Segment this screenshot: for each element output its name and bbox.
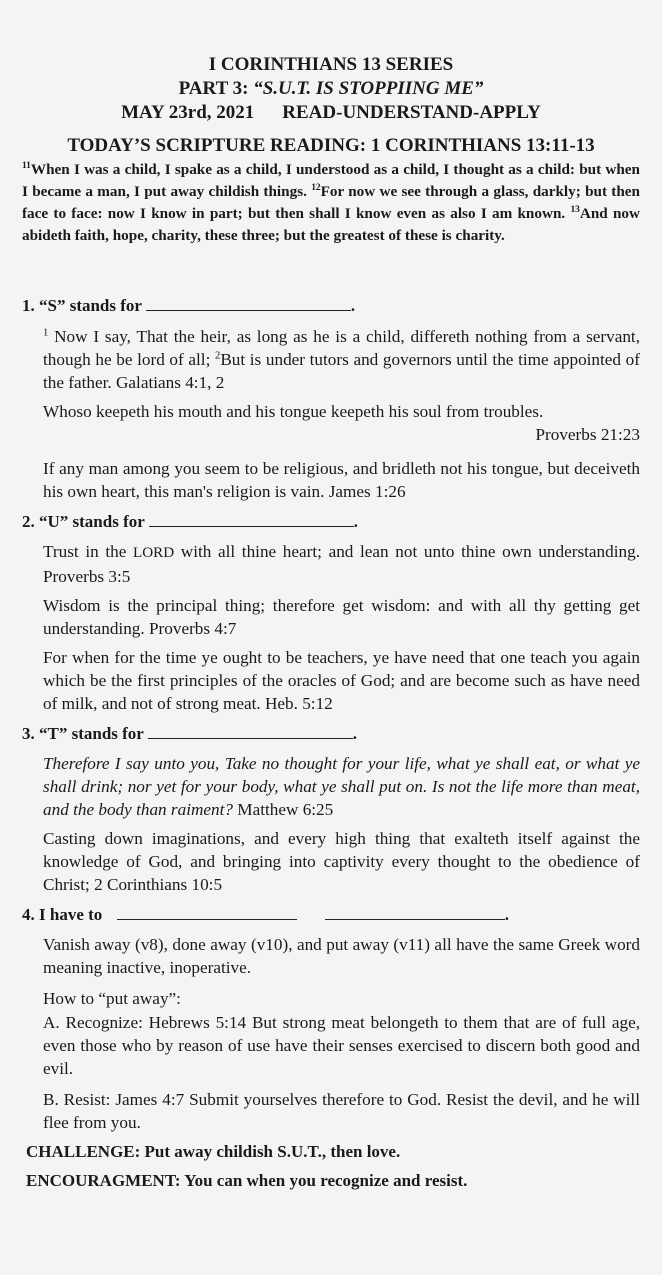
scripture-paragraph (43, 325, 640, 394)
scripture-paragraph (43, 752, 640, 821)
heading-period: . (353, 512, 358, 531)
resist-point (43, 1088, 640, 1134)
section-heading (22, 903, 640, 927)
verse-number: 11 (22, 160, 31, 171)
scripture-paragraph (43, 457, 640, 503)
encouragement-line: ENCOURAGMENT: You can when you recognize and resist. (26, 1171, 468, 1190)
verse-text: For when for the time ye ought to be teachers, ye have need that one teach you again which be the first principles of the oracles of God; and are become such as have need of milk, and not of strong meat. Heb. 5:12 (43, 648, 640, 713)
body-text: B. Resist: James 4:7 Submit yourselves therefore to God. Resist the devil, and he will flee from you. (43, 1090, 640, 1132)
verse-13: And now abideth faith, hope, charity, these three; but the greatest of these is charity. (22, 205, 640, 244)
fill-in-blank (149, 510, 354, 527)
verse-reference: Proverbs 21:23 (535, 425, 640, 444)
verse-text: Trust in the (43, 542, 133, 561)
fill-in-blank (325, 903, 505, 920)
page-header (22, 0, 640, 125)
recognize-point (43, 1011, 640, 1080)
verse-text: Wisdom is the principal thing; therefore get wisdom: and with all thy getting get understanding. Proverbs 4:7 (43, 596, 640, 638)
scripture-paragraph (43, 594, 640, 640)
section-heading (22, 510, 640, 534)
scripture-paragraph (43, 827, 640, 896)
scripture-reading (22, 159, 640, 247)
part-name: “S.U.T. IS STOPPIING ME” (253, 78, 484, 99)
part-title (22, 77, 640, 101)
verse-text: Whoso keepeth his mouth and his tongue keepeth his soul from troubles. (43, 402, 544, 421)
verse-11: When I was a child, I spake as a child, I understood as a child, I thought as a child: but when I became a man, I put away childish things. (22, 161, 640, 200)
scripture-paragraph (43, 933, 640, 979)
heading-text: 1. “S” stands for (22, 296, 142, 315)
heading-period: . (504, 905, 510, 924)
verse-text: with all thine heart; and lean not unto thine own understanding. Proverbs 3:5 (43, 542, 640, 586)
challenge-line: CHALLENGE: Put away childish S.U.T., then love. (26, 1142, 401, 1161)
scripture-paragraph (43, 646, 640, 715)
sermon-date: MAY 23rd, 2021 (121, 102, 255, 123)
verse-number: 13 (570, 204, 580, 215)
scripture-paragraph (43, 400, 640, 446)
section-have-to (22, 903, 640, 1134)
how-to-label (43, 987, 640, 1010)
verse-12: For now we see through a glass, darkly; but then face to face: now I know in part; but then shall I know even as also I am known. (22, 183, 640, 222)
verse-number: 2 (214, 350, 221, 362)
fill-in-blank (148, 722, 353, 739)
verse-number: 1 (43, 327, 49, 339)
reading-title: TODAY’S SCRIPTURE READING: 1 CORINTHIANS 13:11-13 (67, 135, 595, 156)
tagline: READ-UNDERSTAND-APPLY (282, 102, 541, 123)
section-t (22, 722, 640, 896)
heading-text: 3. “T” stands for (22, 724, 144, 743)
verse-text: Therefore I say unto you, Take no thought for your life, what ye shall eat, or what ye shall drink; nor yet for your body, what ye shall put on. Is not the life more than meat, and the body than raiment? (43, 754, 640, 819)
body-text: A. Recognize: Hebrews 5:14 But strong meat belongeth to them that are of full age, even those who by reason of use have their senses exercised to discern both good and evil. (43, 1013, 640, 1078)
body-text: How to “put away”: (43, 989, 181, 1008)
heading-period: . (350, 296, 356, 315)
verse-text: Casting down imaginations, and every high thing that exalteth itself against the knowledge of God, and bringing into captivity every thought to the obedience of Christ; 2 Corinthians 10:5 (43, 829, 640, 894)
section-heading (22, 294, 640, 318)
series-title: I CORINTHIANS 13 SERIES (208, 54, 454, 75)
verse-number: 12 (311, 182, 321, 193)
heading-period: . (352, 724, 358, 743)
section-u (22, 510, 640, 715)
verse-text: But is under tutors and governors until the time appointed of the father. Galatians 4:1, 2 (43, 350, 640, 392)
part-label: PART 3: (178, 78, 254, 99)
section-s (22, 294, 640, 503)
heading-text: 4. I have to (22, 905, 103, 924)
verse-text: Now I say, That the heir, as long as he is a child, differeth nothing from a servant, though he be lord of all; (43, 327, 641, 369)
section-heading (22, 722, 640, 746)
heading-text: 2. “U” stands for (22, 512, 145, 531)
verse-reference: Matthew 6:25 (233, 800, 334, 819)
body-text: Vanish away (v8), done away (v10), and put away (v11) all have the same Greek word meaning inactive, inoperative. (43, 935, 640, 977)
verse-text: If any man among you seem to be religious, and bridleth not his tongue, but deceiveth his own heart, this man's religion is vain. James 1:26 (43, 459, 640, 501)
scripture-paragraph (43, 540, 640, 588)
fill-in-blank (117, 903, 297, 920)
fill-in-blank (146, 294, 351, 311)
date-line (22, 101, 640, 125)
lord-smallcaps: LORD (132, 545, 175, 561)
